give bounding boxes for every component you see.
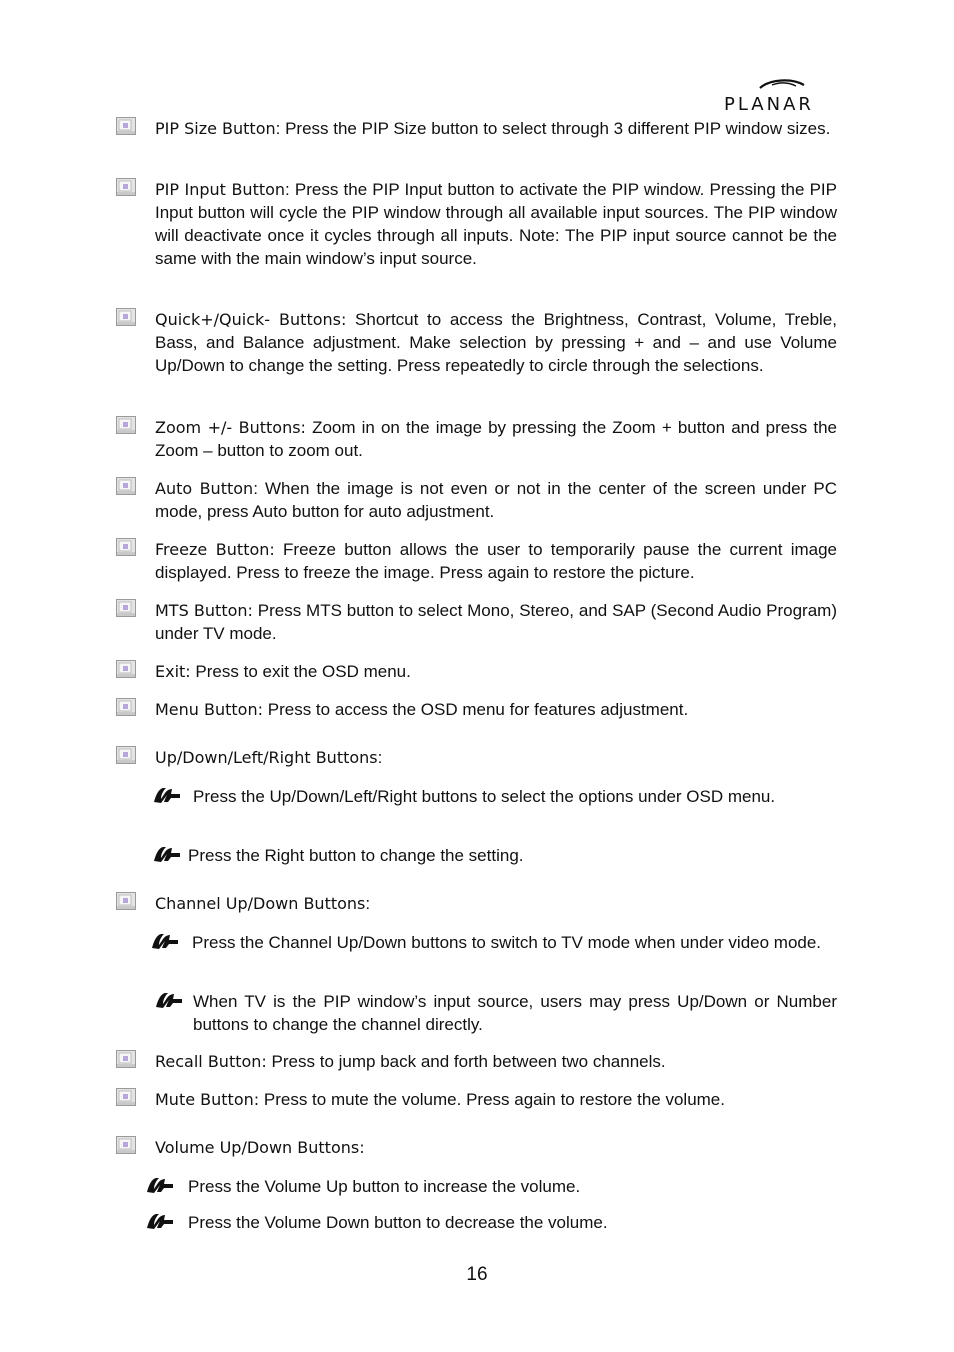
entry-separator: : xyxy=(365,894,371,913)
arrow-bullet-icon xyxy=(153,785,181,805)
entry-term: Menu Button: xyxy=(155,700,263,719)
logo-swoosh-icon xyxy=(758,76,806,92)
bullet-square-icon xyxy=(116,477,136,495)
entry-separator: : xyxy=(275,119,286,138)
entry-zoom-buttons xyxy=(155,416,837,462)
entry-pip-input xyxy=(155,178,837,270)
entry-term: Mute Button: xyxy=(155,1090,260,1109)
entry-mts-button xyxy=(155,599,837,645)
entry-desc: Press to jump back and forth between two channels. xyxy=(271,1052,666,1071)
entry-separator: : xyxy=(253,479,265,498)
entry-desc: Press the PIP Size button to select through 3 different PIP window sizes. xyxy=(285,119,831,138)
entry-auto-button xyxy=(155,477,837,523)
entry-term: PIP Size Button xyxy=(155,119,276,138)
entry-mute-button xyxy=(155,1088,837,1111)
subitem: Press the Volume Up button to increase the volume. xyxy=(188,1177,581,1196)
bullet-square-icon xyxy=(116,698,136,716)
entry-volume-buttons xyxy=(155,1136,837,1159)
entry-direction-buttons xyxy=(155,746,837,769)
entry-quick-buttons xyxy=(155,308,837,377)
bullet-square-icon xyxy=(116,1136,136,1154)
bullet-square-icon xyxy=(116,1050,136,1068)
entry-desc: Press the PIP Input button to activate the PIP window. Pressing the PIP Input button will cycle the PIP window through all available input sources. The PIP window will deactivate once it cycles through all inputs. Note: The PIP input source cannot be the same with the main window’s input source. xyxy=(155,180,837,268)
page-number: 16 xyxy=(466,1264,488,1285)
bullet-square-icon xyxy=(116,117,136,135)
bullet-square-icon xyxy=(116,746,136,764)
entry-term: Auto Button xyxy=(155,479,254,498)
entry-term: Exit: xyxy=(155,662,191,681)
entry-separator: : xyxy=(285,180,295,199)
entry-term: PIP Input Button xyxy=(155,180,286,199)
entry-term: Up/Down/Left/Right Buttons xyxy=(155,748,378,767)
entry-separator: : xyxy=(377,748,383,767)
entry-desc: Press to access the OSD menu for features adjustment. xyxy=(267,700,689,719)
brand-name: PLANAR xyxy=(724,94,814,115)
bullet-square-icon xyxy=(116,308,136,326)
entry-desc: Zoom in on the image by pressing the Zoom + button and press the Zoom – button to zoom out. xyxy=(155,418,837,460)
bullet-square-icon xyxy=(116,660,136,678)
arrow-bullet-icon xyxy=(155,990,183,1010)
entry-desc: Shortcut to access the Brightness, Contrast, Volume, Treble, Bass, and Balance adjustment. Make selection by pressing + and – and use Volume Up/Down to change the setting. Press repeatedly to circle through the selections. xyxy=(155,310,837,375)
entry-freeze-button xyxy=(155,538,837,584)
bullet-square-icon xyxy=(116,416,136,434)
arrow-bullet-icon xyxy=(151,931,179,951)
arrow-bullet-icon xyxy=(153,844,181,864)
arrow-bullet-icon xyxy=(146,1175,174,1195)
entry-desc: Freeze button allows the user to temporarily pause the current image displayed. Press to freeze the image. Press again to restore the picture. xyxy=(155,540,838,582)
entry-desc: Press to exit the OSD menu. xyxy=(195,662,411,681)
entry-separator xyxy=(275,540,283,559)
subitem: Press the Volume Down button to decrease the volume. xyxy=(188,1213,608,1232)
subitem: When TV is the PIP window’s input source, users may press Up/Down or Number buttons to change the channel directly. xyxy=(193,992,837,1034)
bullet-square-icon xyxy=(116,892,136,910)
subitem: Press the Channel Up/Down buttons to switch to TV mode when under video mode. xyxy=(192,933,822,952)
entry-menu-button xyxy=(155,698,837,721)
entry-separator xyxy=(346,310,355,329)
entry-desc: Press to mute the volume. Press again to restore the volume. xyxy=(263,1090,725,1109)
entry-channel-buttons xyxy=(155,892,837,915)
entry-desc: When the image is not even or not in the center of the screen under PC mode, press Auto button for auto adjustment. xyxy=(155,479,837,521)
entry-exit xyxy=(155,660,837,683)
planar-logo xyxy=(724,76,840,116)
bullet-square-icon xyxy=(116,1088,136,1106)
bullet-square-icon xyxy=(116,538,136,556)
entry-recall-button xyxy=(155,1050,837,1073)
entry-term: MTS Button: xyxy=(155,601,253,620)
bullet-square-icon xyxy=(116,599,136,617)
entry-term: Recall Button: xyxy=(155,1052,267,1071)
arrow-bullet-icon xyxy=(146,1211,174,1231)
bullet-square-icon xyxy=(116,178,136,196)
entry-term: Quick+/Quick- Buttons: xyxy=(155,310,347,329)
entry-term: Channel Up/Down Buttons xyxy=(155,894,366,913)
entry-term: Freeze Button: xyxy=(155,540,275,559)
subitem: Press the Right button to change the setting. xyxy=(188,846,524,865)
subitem: Press the Up/Down/Left/Right buttons to select the options under OSD menu. xyxy=(193,787,776,806)
entry-term: Zoom +/- Buttons: xyxy=(155,418,306,437)
entry-pip-size xyxy=(155,117,837,140)
entry-term: Volume Up/Down Buttons: xyxy=(155,1138,365,1157)
entry-desc: Press MTS button to select Mono, Stereo, and SAP (Second Audio Program) under TV mode. xyxy=(155,601,837,643)
